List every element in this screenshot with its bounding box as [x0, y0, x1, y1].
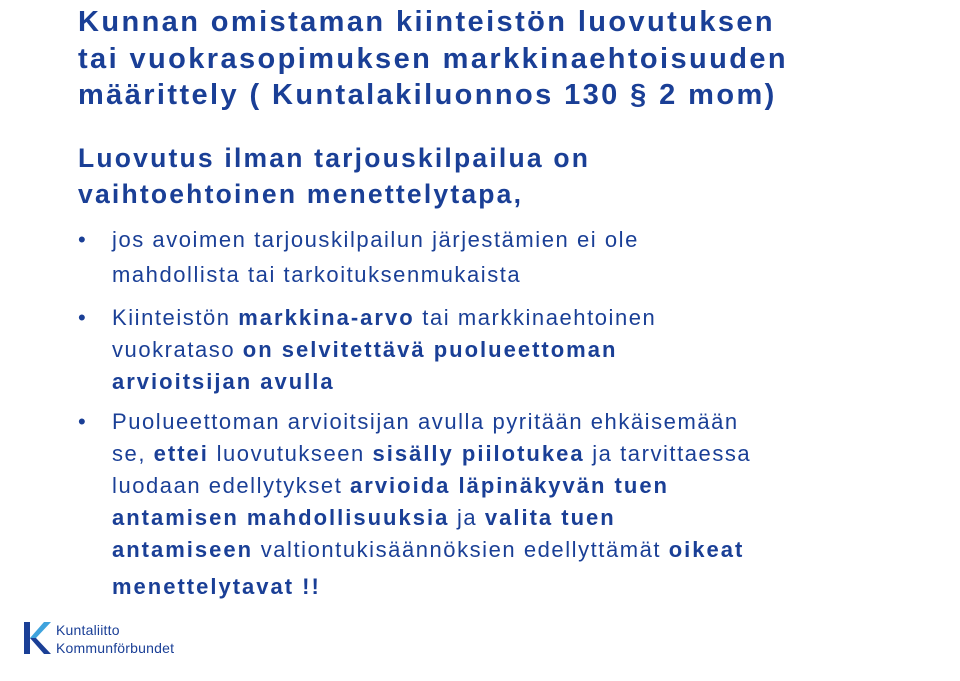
- emphasis-run: on selvitettävä puolueettoman: [242, 337, 618, 362]
- bullet-line: [112, 502, 751, 534]
- bullet-dot: •: [78, 409, 88, 434]
- emphasis-run: oikeat: [668, 537, 745, 562]
- kuntaliitto-k-logo-icon: [22, 620, 52, 658]
- slide-subtitle: [78, 140, 590, 212]
- bullet-line: [112, 534, 751, 566]
- bullet-line: mahdollista tai tarkoituksenmukaista: [112, 262, 522, 287]
- kuntaliitto-logo: [22, 618, 222, 662]
- slide-title: [78, 4, 788, 114]
- bullet-line: Puolueettoman arvioitsijan avulla pyritään ehkäisemään: [112, 409, 739, 434]
- text-run: luovutukseen: [208, 441, 373, 466]
- text-run: vuokrataso: [112, 337, 243, 362]
- title-line-2: tai vuokrasopimuksen markkinaehtoisuuden: [78, 42, 789, 75]
- text-run: ja: [449, 505, 485, 530]
- emphasis-run: antamiseen: [112, 537, 254, 562]
- bullet-line: [112, 438, 751, 470]
- bullet-line: jos avoimen tarjouskilpailun järjestämien ei ole: [112, 227, 639, 252]
- title-line-3: määrittely ( Kuntalakiluonnos 130 § 2 mom): [78, 79, 777, 111]
- title-line-1: Kunnan omistaman kiinteistön luovutuksen: [78, 6, 776, 38]
- subtitle-line-2: vaihtoehtoinen menettelytapa,: [78, 179, 524, 209]
- subtitle-line-1: Luovutus ilman tarjouskilpailua on: [78, 143, 591, 173]
- bullet-line: [112, 334, 656, 366]
- text-run: ja tarvittaessa: [584, 441, 752, 466]
- emphasis-run: ettei: [153, 441, 209, 466]
- bottom-margin: [0, 664, 960, 681]
- logo-text-line-1: Kuntaliitto: [56, 622, 120, 638]
- logo-text-line-2: Kommunförbundet: [56, 640, 175, 656]
- text-run: tai markkinaehtoinen: [414, 305, 657, 330]
- bullet-line: [112, 302, 656, 334]
- emphasis-run: antamisen mahdollisuuksia: [112, 505, 450, 530]
- emphasis-run: arvioida läpinäkyvän tuen: [350, 473, 669, 498]
- bullet-dot: •: [78, 305, 88, 330]
- bullet-line: arvioitsijan avulla: [112, 369, 335, 394]
- bullet-text: [112, 302, 656, 398]
- text-run: valtiontukisäännöksien edellyttämät: [253, 537, 669, 562]
- text-run: luodaan edellytykset: [112, 473, 351, 498]
- bullet-line: menettelytavat !!: [112, 574, 321, 599]
- bullet-line: [112, 470, 751, 502]
- emphasis-run: markkina-arvo: [238, 305, 415, 330]
- emphasis-run: sisälly piilotukea: [372, 441, 585, 466]
- text-run: se,: [112, 441, 154, 466]
- bullet-dot: •: [78, 227, 88, 252]
- bullet-text: [112, 224, 639, 291]
- bullet-text: [112, 406, 751, 603]
- emphasis-run: valita tuen: [484, 505, 616, 530]
- text-run: Kiinteistön: [112, 305, 239, 330]
